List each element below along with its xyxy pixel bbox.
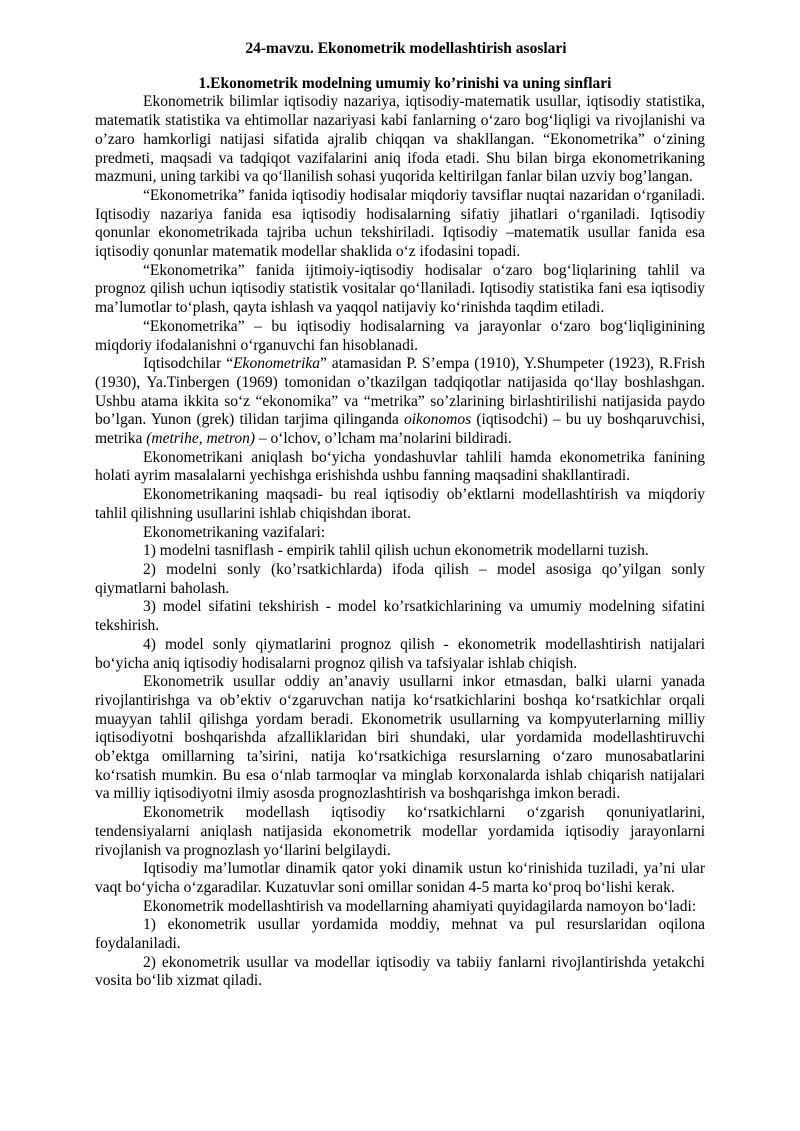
list-item: 1) modelni tasniflash - empirik tahlil qilish uchun ekonometrik modellarni tuzish.: [143, 542, 649, 560]
text-run: Iqtisodchilar “: [143, 355, 234, 373]
text-run: ” atamasidan P. S’empa (1910), Y.Shumpeter (1923), R.Frish (1930), Ya.Tinbergen (1969) tomonidan o’tkazilgan tadqiqotlar natijasida qo‘llay boshlashgan. Ushbu atama ikkita so‘z “ekonomika” va “metrika” so’zlarining birlashtirilishi natijasida paydo bo’lgan. Yunon (grek) tilidan tarjima qilinganda: [95, 355, 705, 429]
paragraph: Ekonometrikani aniqlash bo‘yicha yondashuvlar tahlili hamda ekonometrika fanining holati ayrim masalalarni yechishga erishishda ushbu fanning maqsadini shakllantiradi.: [95, 448, 705, 485]
paragraph: Ekonometrik modellashtirish va modellarning ahamiyati quyidagilarda namoyon bo‘ladi:: [143, 897, 697, 915]
paragraph: Ekonometrik modellash iqtisodiy ko‘rsatkichlarni o‘zgarish qonuniyatlarini, tendensiyalarni aniqlash natijasida ekonometrik modellar yordamida iqtisodiy jarayonlarni rivojlanish va prognozlash yo‘llarini belgilaydi.: [95, 804, 705, 859]
paragraph: Ekonometrikaning maqsadi- bu real iqtisodiy ob’ektlarni modellashtirish va miqdoriy tahlil qilishning usullarini ishlab chiqishdan iborat.: [95, 486, 705, 522]
paragraph: Iqtisodiy ma’lumotlar dinamik qator yoki dinamik ustun ko‘rinishida tuziladi, ya’ni ular vaqt bo‘yicha o‘zgaradilar. Kuzatuvlar soni omillar sonidan 4-5 marta ko‘proq bo‘lishi kerak.: [95, 860, 705, 896]
paragraph: “Ekonometrika” fanida ijtimoiy-iqtisodiy hodisalar o‘zaro bog‘liqlarining tahlil va prognoz qilish uchun iqtisodiy statistik vositalar qo‘llaniladi. Iqtisodiy statistika fani esa iqtisodiy ma’lumotlar to‘plash, qayta ishlash va yaqqol natijaviy ko‘rinishda taqdim etiladi.: [95, 261, 705, 317]
document-page: [95, 40, 705, 991]
italic-term: Ekonometrika: [233, 355, 321, 373]
list-item: 1) ekonometrik usullar yordamida moddiy, mehnat va pul resurslaridan oqilona foydalaniladi.: [95, 916, 705, 953]
list-item: 4) model sonly qiymatlarini prognoz qilish - ekonometrik modellashtirish natijalari bo‘yicha aniq iqtisodiy hodisalarni prognoz qilish va tafsiyalar ishlab chiqish.: [95, 635, 705, 672]
list-heading: Ekonometrikaning vazifalari:: [143, 523, 326, 541]
list-item: 3) model sifatini tekshirish - model ko’rsatkichlarining va umumiy modelning sifatini tekshirish.: [95, 598, 705, 635]
text-run: (iqtisodchi) – bu uy boshqaruvchisi, metrika: [95, 411, 705, 448]
paragraph: “Ekonometrika” – bu iqtisodiy hodisalarning va jarayonlar o‘zaro bog‘liqliginining miqdoriy ifodalanishni o‘rganuvchi fan hisoblanadi.: [95, 317, 705, 354]
list-item: 2) ekonometrik usullar va modellar iqtisodiy va tabiiy fanlarni rivojlantirishda yetakchi vosita bo‘lib xizmat qiladi.: [95, 953, 705, 990]
list-item: 2) modelni sonly (ko’rsatkichlarda) ifoda qilish – model asosiga qo’yilgan sonly qiymatlarni baholash.: [95, 560, 705, 597]
italic-term: oikonomos: [404, 411, 472, 429]
paragraph: Ekonometrik bilimlar iqtisodiy nazariya, iqtisodiy-matematik usullar, iqtisodiy statistika, matematik statistika va ehtimollar nazariyasi kabi fanlarning o‘zaro bog‘liqligi va rivojlanishi va o’zaro hamkorligi natijasi sifatida ajralib chiqqan va shakllangan. “Ekonometrika” o‘zining predmeti, maqsadi va tadqiqot vazifalarini aniq ifoda etadi. Shu bilan birga ekonometrikaning mazmuni, uning tarkibi va qo‘llanilish sohasi yuqorida keltirilgan fanlar bilan uzviy bog’langan.: [95, 93, 705, 186]
document-title: 24-mavzu. Ekonometrik modellashtirish asoslari: [245, 40, 567, 57]
italic-term: (metrihe, metron): [146, 430, 255, 448]
paragraph: “Ekonometrika” fanida iqtisodiy hodisalar miqdoriy tavsiflar nuqtai nazaridan o‘rganiladi. Iqtisodiy nazariya fanida esa iqtisodiy hodisalarning sifatiy jihatlari o‘rganiladi. Iqtisodiy qonunlar ekonometrikada tajriba uchun tekshiriladi. Iqtisodiy –matematik usullar fanida esa iqtisodiy qonunlar matematik modellar shaklida o‘z ifodasini topadi.: [95, 186, 705, 261]
paragraph-etymology: [95, 355, 705, 449]
text-run: – o‘lchov, o’lcham ma’nolarini bildiradi.: [254, 430, 512, 448]
section-heading: 1.Ekonometrik modelning umumiy ko’rinishi va uning sinflari: [198, 74, 612, 92]
paragraph: Ekonometrik usullar oddiy an’anaviy usullarni inkor etmasdan, balki ularni yanada rivojlantirishga va ob’ektiv o‘zgaruvchan natija ko‘rsatkichlarini boshqa ko‘rsatkichlar orqali muayyan tahlil qilishga yordam beradi. Ekonometrik usullarning va kompyuterlarning milliy iqtisodiyotni boshqarishda afzalliklaridan biri shundaki, ular yordamida modellashtiruvchi ob’ektga omillarning ta’sirini, natija ko‘rsatkichiga resurslarning o‘zaro munosabatlarini ko‘rsatish mumkin. Bu esa o‘nlab tarmoqlar va minglab korxonalarda ishlab chiqarish natijalari va milliy iqtisodiyotni ilmiy asosda prognozlashtirish va boshqarishga imkon beradi.: [95, 673, 705, 803]
